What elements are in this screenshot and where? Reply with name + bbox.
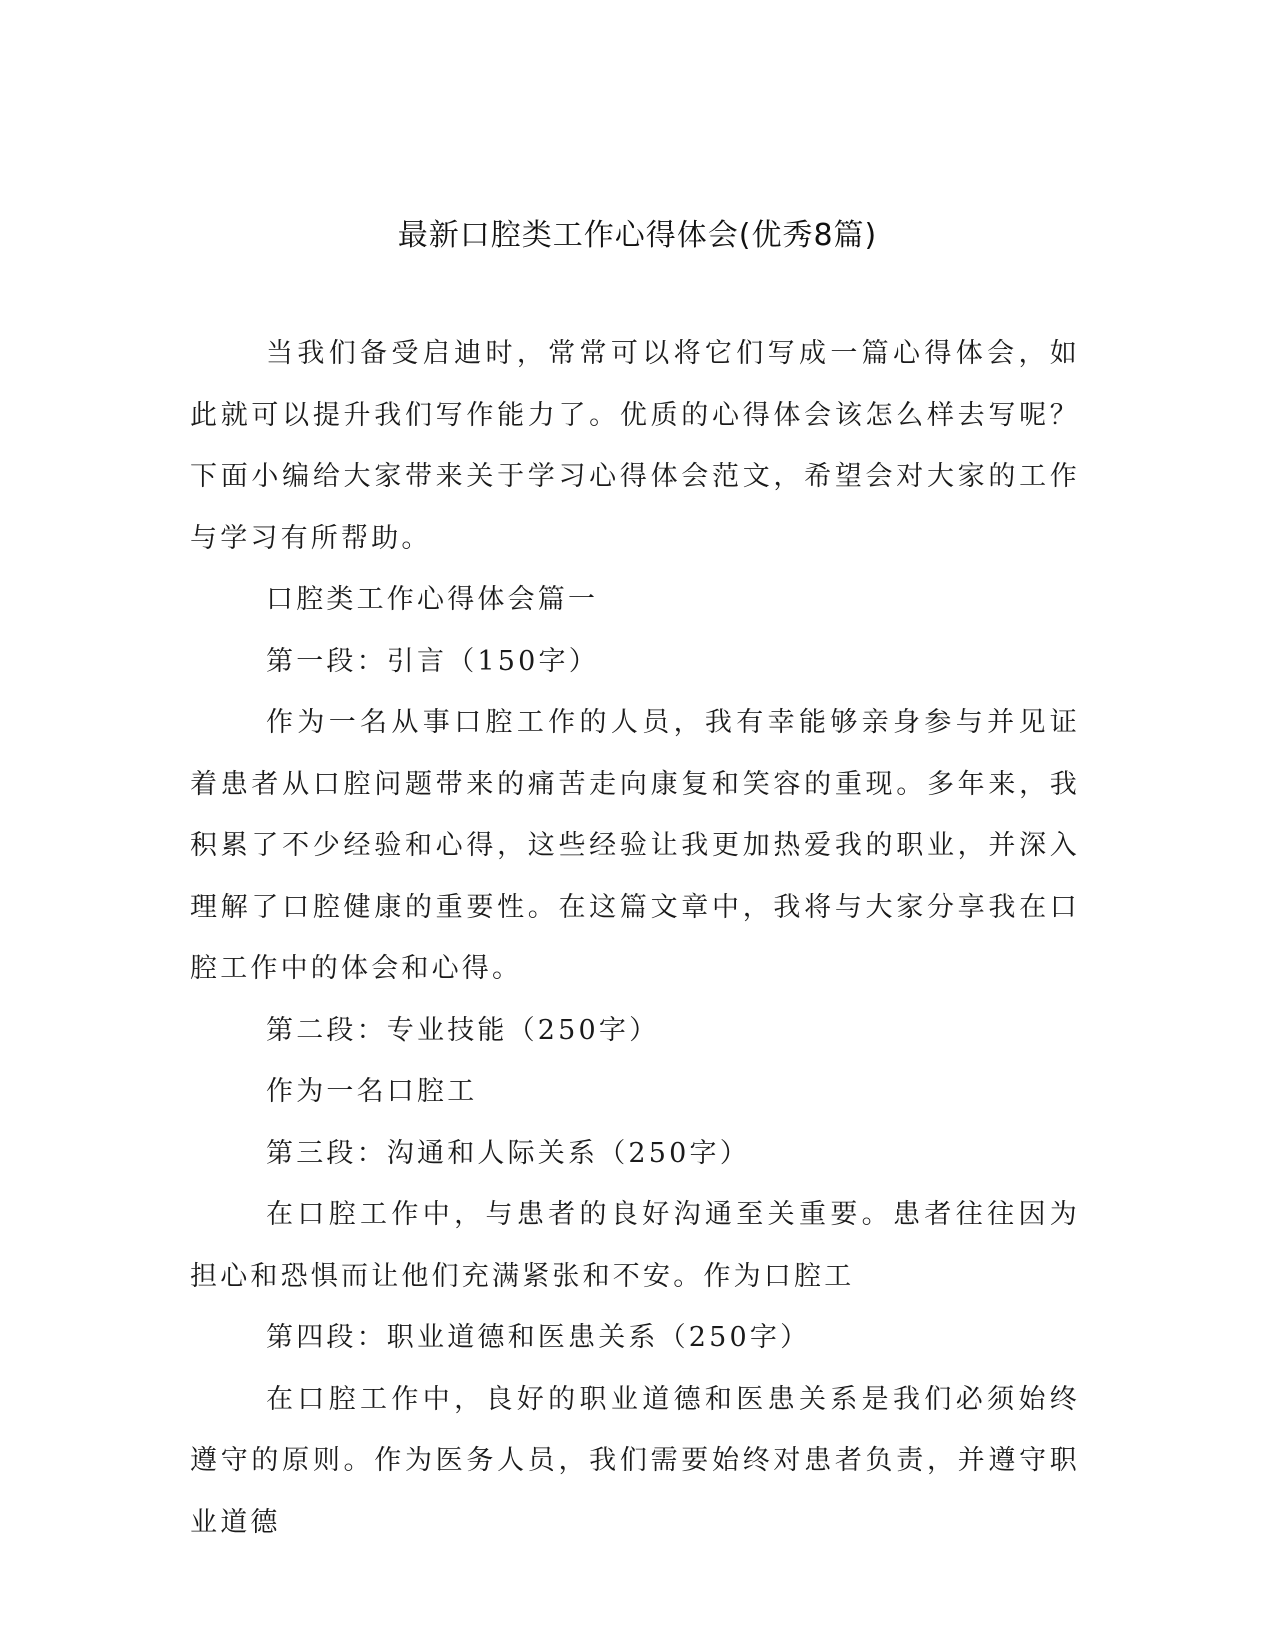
section-heading-communication: 第三段：沟通和人际关系（250字） (266, 1137, 750, 1169)
body-paragraph: 作为一名口腔工 (266, 1076, 478, 1107)
intro-paragraph: 当我们备受启迪时，常常可以将它们写成一篇心得体会，如此就可以提升我们写作能力了。优质的心得体会该怎么样去写呢？下面小编给大家带来关于学习心得体会范文，希望会对大家的工作与学习有所帮助。 (190, 338, 1080, 554)
document-title: 最新口腔类工作心得体会(优秀8篇) (397, 218, 878, 253)
body-paragraph: 在口腔工作中，良好的职业道德和医患关系是我们必须始终遵守的原则。作为医务人员，我们需要始终对患者负责，并遵守职业道德 (190, 1383, 1080, 1538)
section-heading-ethics: 第四段：职业道德和医患关系（250字） (266, 1322, 811, 1353)
section-heading-part-one: 口腔类工作心得体会篇一 (266, 584, 599, 615)
body-paragraph: 作为一名从事口腔工作的人员，我有幸能够亲身参与并见证着患者从口腔问题带来的痛苦走向康复和笑容的重现。多年来，我积累了不少经验和心得，这些经验让我更加热爱我的职业，并深入理解了口腔健康的重要性。在这篇文章中，我将与大家分享我在口腔工作中的体会和心得。 (190, 707, 1080, 984)
section-heading-skills: 第二段：专业技能（250字） (266, 1014, 660, 1046)
section-heading-intro: 第一段：引言（150字） (266, 645, 599, 677)
body-paragraph: 在口腔工作中，与患者的良好沟通至关重要。患者往往因为担心和恐惧而让他们充满紧张和不安。作为口腔工 (190, 1199, 1080, 1292)
document-body (190, 323, 1080, 1553)
